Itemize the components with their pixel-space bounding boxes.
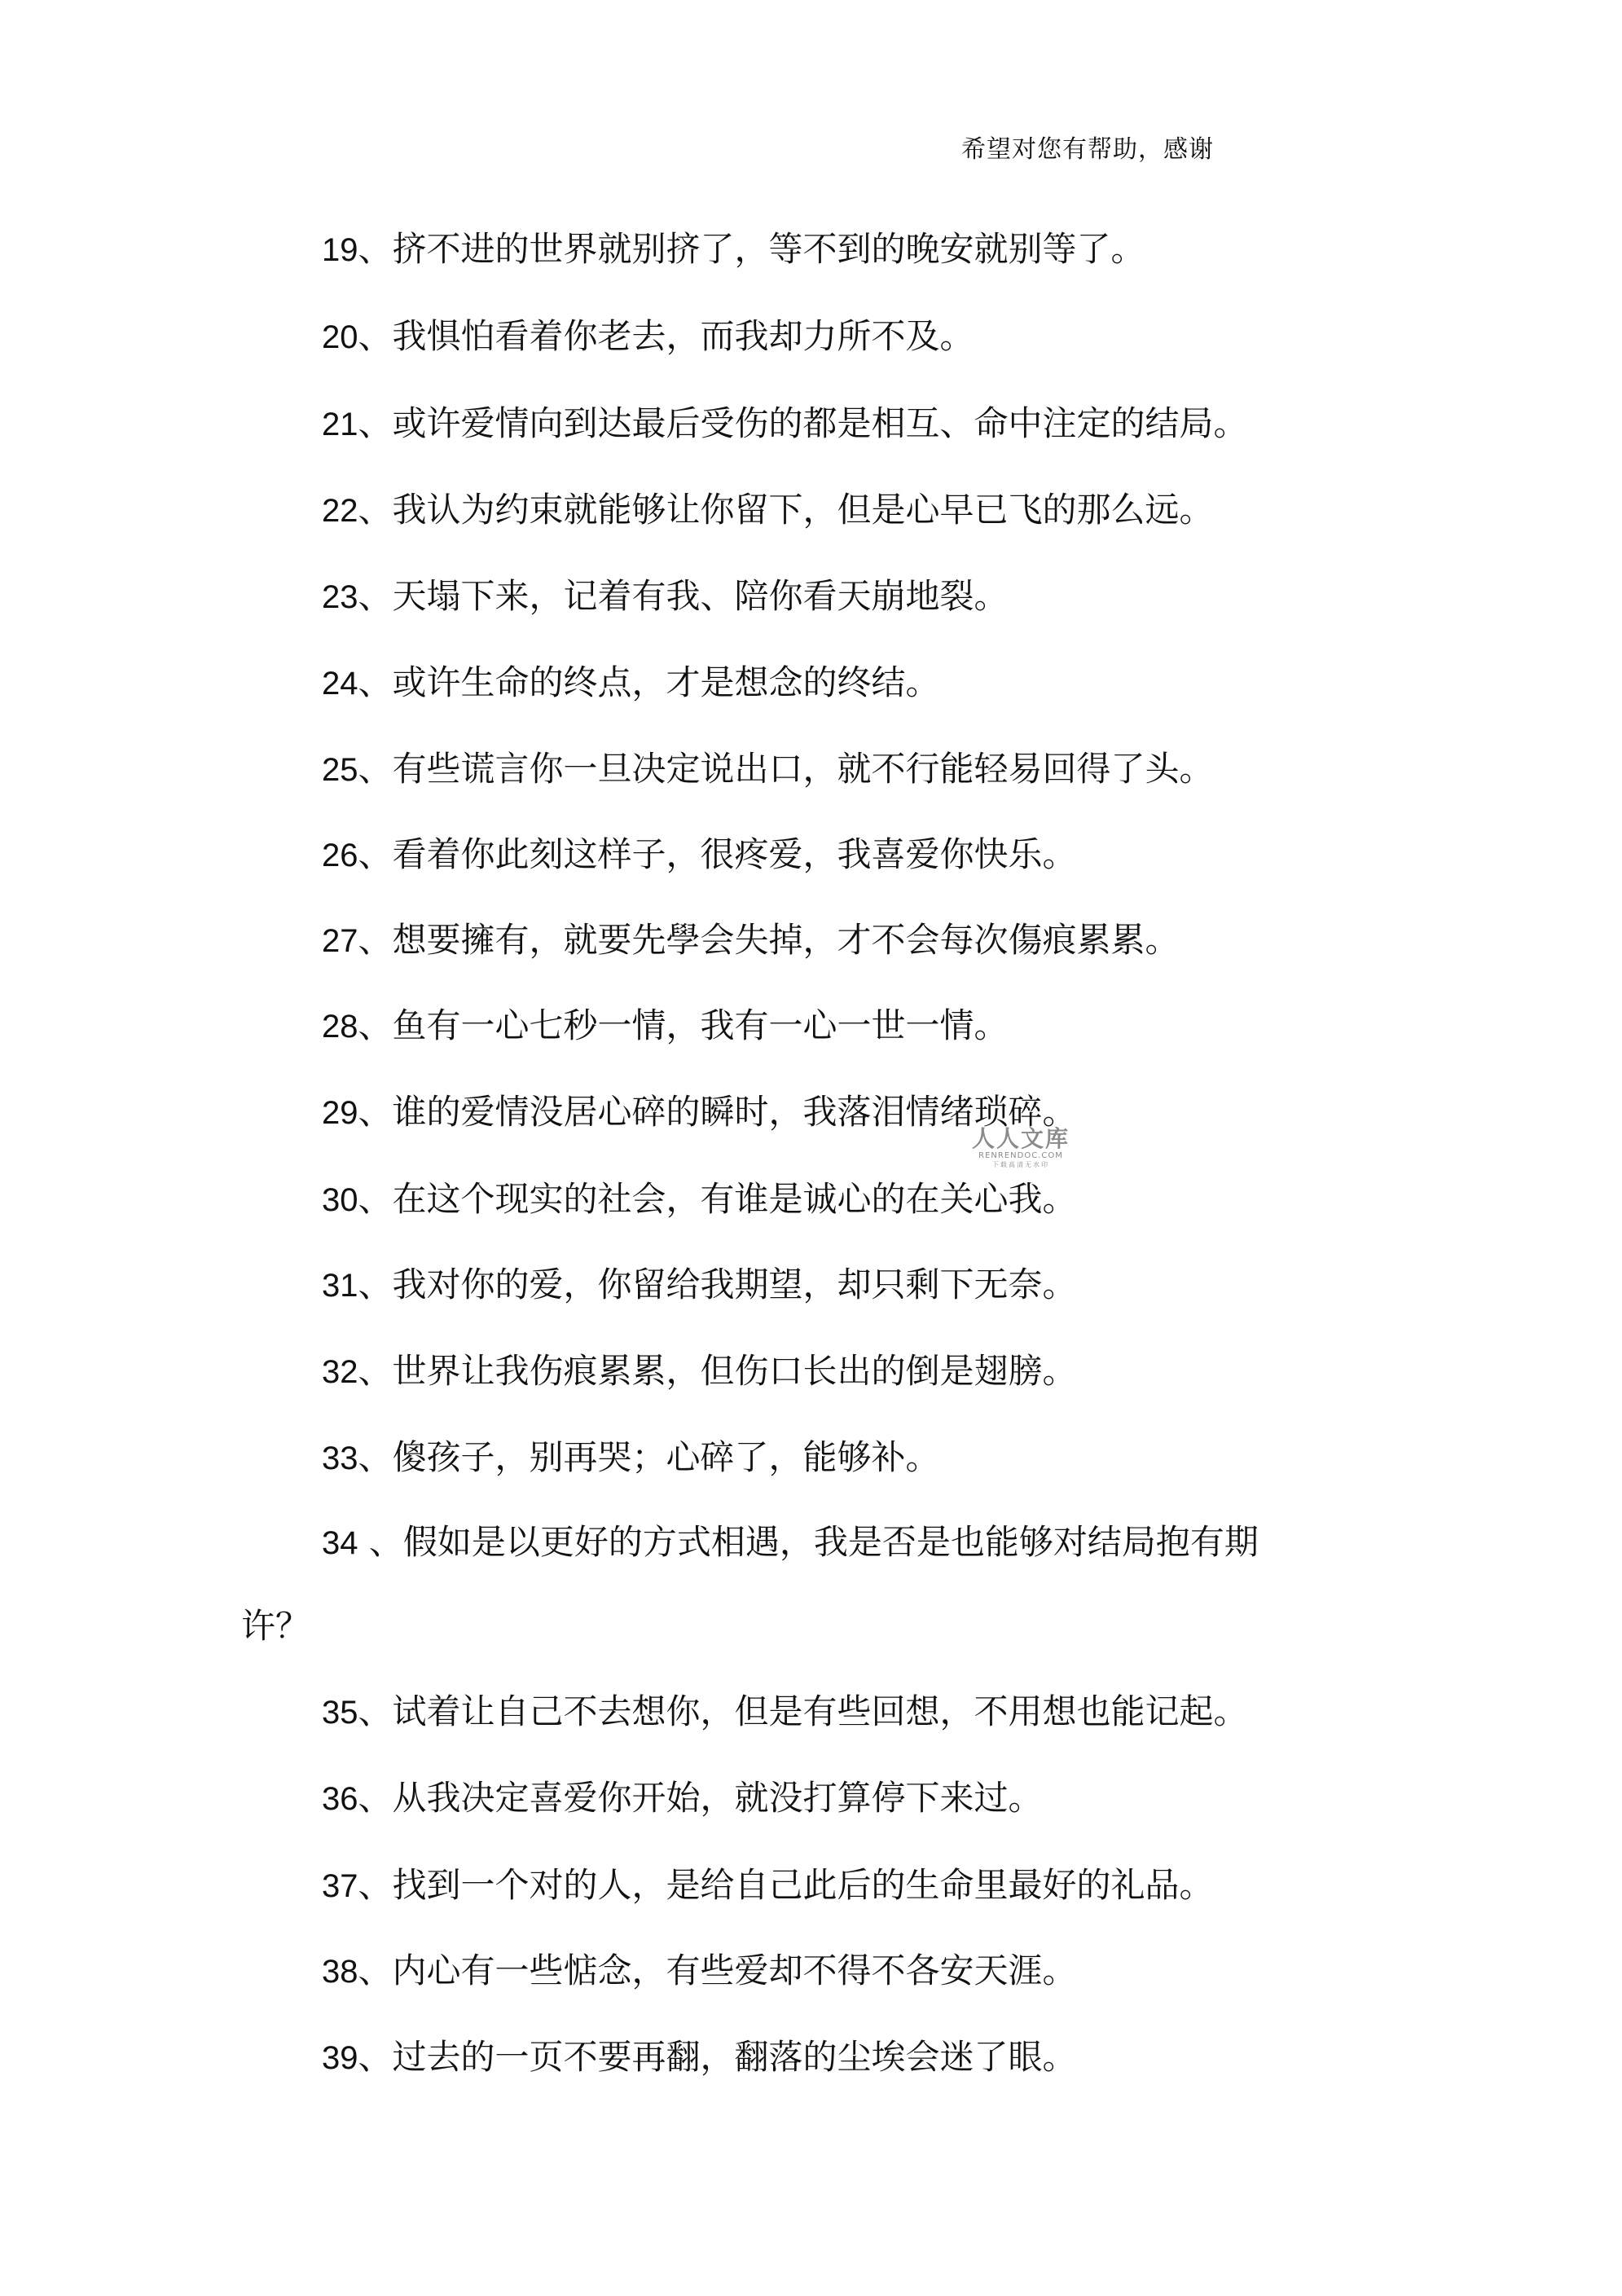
entry-text: 、鱼有一心七秒一情，我有一心一世一情。	[358, 1005, 1009, 1045]
list-item	[322, 1434, 1381, 1482]
list-item-continuation: 许？	[241, 1606, 310, 1646]
entry-number: 24	[322, 666, 358, 702]
entry-number: 25	[322, 752, 358, 788]
entry-number: 29	[322, 1095, 358, 1131]
watermark-title: 人人文库	[971, 1125, 1070, 1152]
list-item	[322, 573, 1381, 621]
entry-number: 22	[322, 493, 358, 529]
list-item	[322, 313, 1381, 361]
list-item	[322, 1947, 1381, 1995]
list-item	[322, 1348, 1381, 1396]
entry-text: 、找到一个对的人，是给自己此后的生命里最好的礼品。	[358, 1865, 1214, 1905]
list-item	[322, 1519, 1381, 1567]
entry-text: 、试着让自己不去想你，但是有些回想，不用想也能记起。	[358, 1691, 1248, 1731]
entry-number: 38	[322, 1954, 358, 1990]
list-item	[322, 831, 1381, 879]
list-item	[322, 746, 1381, 794]
list-item	[322, 1688, 1381, 1736]
entry-text: 、想要擁有，就要先學会失掉，才不会每次傷痕累累。	[358, 920, 1180, 960]
entry-number: 34	[322, 1525, 358, 1561]
entry-number: 31	[322, 1268, 358, 1304]
list-item	[322, 400, 1381, 448]
list-item	[322, 2034, 1381, 2082]
entry-text: 、内心有一些惦念，有些爱却不得不各安天涯。	[358, 1951, 1077, 1990]
list-item	[322, 1002, 1381, 1050]
list-item	[322, 659, 1381, 707]
entry-text: 、挤不进的世界就别挤了，等不到的晚安就别等了。	[358, 229, 1145, 269]
entry-text: 、傻孩子，别再哭；心碎了，能够补。	[358, 1437, 940, 1477]
watermark-domain: RENRENDOC.COM	[978, 1151, 1063, 1160]
entry-text: 、世界让我伤痕累累，但伤口长出的倒是翅膀。	[358, 1351, 1077, 1391]
entry-text: 、或许生命的终点，才是想念的终结。	[358, 662, 940, 702]
list-item	[322, 1775, 1381, 1823]
entry-number: 28	[322, 1009, 358, 1045]
list-item	[322, 1862, 1381, 1910]
entry-text: 、或许爱情向到达最后受伤的都是相互、命中注定的结局。	[358, 403, 1248, 443]
list-item	[322, 1176, 1381, 1224]
entry-text: 、天塌下来，记着有我、陪你看天崩地裂。	[358, 576, 1009, 616]
entry-number: 32	[322, 1354, 358, 1390]
entry-text: 、从我决定喜爱你开始，就没打算停下来过。	[358, 1778, 1043, 1818]
entry-text: 、过去的一页不要再翻，翻落的尘埃会迷了眼。	[358, 2037, 1077, 2077]
entry-number: 21	[322, 407, 358, 442]
entry-text: 、谁的爱情没居心碎的瞬时，我落泪情绪琐碎。	[358, 1092, 1077, 1132]
entry-number: 35	[322, 1695, 358, 1731]
list-item	[322, 1261, 1381, 1309]
entry-number: 30	[322, 1182, 358, 1218]
entry-number: 33	[322, 1440, 358, 1476]
watermark-logo	[960, 1127, 1082, 1169]
list-item	[322, 226, 1381, 274]
entry-number: 20	[322, 319, 358, 355]
entry-number: 39	[322, 2040, 358, 2076]
entry-text: 、我对你的爱，你留给我期望，却只剩下无奈。	[358, 1265, 1077, 1304]
entry-number: 27	[322, 923, 358, 959]
header-note: 希望对您有帮助，感谢	[961, 135, 1214, 164]
entry-text: 、有些谎言你一旦决定说出口，就不行能轻易回得了头。	[358, 749, 1214, 789]
entry-text: 、我惧怕看着你老去，而我却力所不及。	[358, 316, 974, 356]
list-item	[322, 917, 1381, 965]
entry-text: 、看着你此刻这样子，很疼爱，我喜爱你快乐。	[358, 834, 1077, 874]
list-item	[322, 1089, 1381, 1137]
list-item	[322, 486, 1381, 534]
entry-text: 、在这个现实的社会，有谁是诚心的在关心我。	[358, 1179, 1077, 1219]
entry-number: 37	[322, 1868, 358, 1904]
entry-number: 26	[322, 838, 358, 873]
entry-text: 、假如是以更好的方式相遇，我是否是也能够对结局抱有期	[358, 1522, 1259, 1562]
watermark-caption: 下载高清无水印	[992, 1161, 1049, 1168]
entry-number: 23	[322, 579, 358, 615]
entry-text: 、我认为约束就能够让你留下，但是心早已飞的那么远。	[358, 490, 1214, 530]
entry-number: 19	[322, 232, 358, 268]
entry-number: 36	[322, 1781, 358, 1817]
